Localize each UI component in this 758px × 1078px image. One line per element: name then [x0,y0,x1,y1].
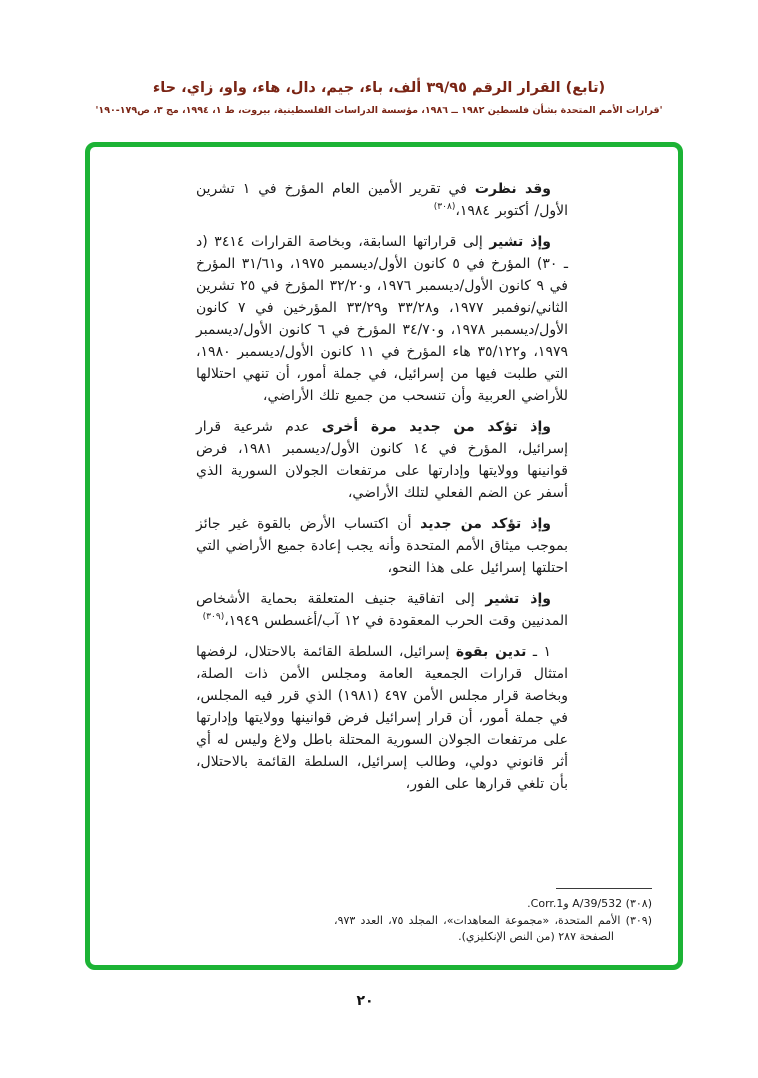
resolution-text [196,178,568,795]
preamble-paragraph-1 [196,178,568,222]
source-citation: 'قرارات الأمم المتحدة بشأن فلسطين ١٩٨٢ ــ ١٩٨٦، مؤسسة الدراسات الفلسطينية، بيروت، ط ١، ١٩٩٤، مج ٣، ص١٧٩-١٩٠' [95,105,663,116]
paragraph-lead: وإذ تشير [489,234,551,250]
paragraph-number: ١ ـ [532,644,551,660]
footnotes-section [334,888,652,946]
page-number: ٢٠ [356,993,374,1009]
footnote-308: (٣٠٨) A/39/532 وCorr.1. [527,897,652,910]
paragraph-text: إلى قراراتها السابقة، وبخاصة القرارات ٣٤١٤ (د ـ ٣٠) المؤرخ في ٥ كانون الأول/ديسمبر ١٩٧٥، و٣١/٦١ المؤرخ في ٩ كانون الأول/ديسمبر ١٩٧٦، و٣٢/٢٠ المؤرخ في ٢٥ تشرين الثاني/نوفمبر ١٩٧٧، و٣٣/٢٨ و٣٣/٢٩ المؤرخين في ٧ كانون الأول/ديسمبر ١٩٧٨، و٣٤/٧٠ المؤرخ في ٦ كانون الأول/ديسمبر ١٩٧٩، و٣٥/١٢٢ هاء المؤرخ في ١١ كانون الأول/ديسمبر ١٩٨٠، التي طلبت فيها من إسرائيل، في جملة أمور، أن تنهي احتلالها للأراضي العربية وأن تنسحب من جميع تلك الأراضي، [196,234,568,404]
paragraph-text: أن اكتساب الأرض بالقوة غير جائز بموجب ميثاق الأمم المتحدة وأنه يجب إعادة جميع الأراضي التي احتلتها إسرائيل على هذا النحو، [195,516,568,576]
footnote-separator [556,888,652,889]
paragraph-text: إسرائيل، السلطة القائمة بالاحتلال، لرفضها امتثال قرارات الجمعية العامة ومجلس الأمن ذات الصلة، وبخاصة قرار مجلس الأمن ٤٩٧ (١٩٨١) الذي قرر فيه المجلس، في جملة أمور، أن قرار إسرائيل فرض قوانينها وولايتها وإدارتها على مرتفعات الجولان السورية المحتلة باطل ولاغ وليس له أي أثر قانوني دولي، وطالب إسرائيل، السلطة القائمة بالاحتلال، بأن تلغي قرارها على الفور، [196,644,568,792]
operative-paragraph-1 [196,641,568,795]
resolution-frame [85,142,683,970]
preamble-paragraph-5 [196,588,568,632]
paragraph-lead: وإذ تؤكد من جديد [420,516,552,532]
preamble-paragraph-2 [196,231,568,407]
resolution-continuation-title: (تابع) القرار الرقم ٣٩/٩٥ ألف، باء، جيم، دال، هاء، واو، زاي، حاء [152,80,606,96]
footnote-marker-308: (٣٠٨) [433,202,456,212]
paragraph-text: إلى اتفاقية جنيف المتعلقة بحماية الأشخاص المدنيين وقت الحرب المعقودة في ١٢ آب/أغسطس ١٩٤٩، [196,591,568,629]
paragraph-lead: وإذ تؤكد من جديد مرة أخرى [321,419,551,435]
footnote-309: (٣٠٩) الأمم المتحدة، «مجموعة المعاهدات»، المجلد ٧٥، العدد ٩٧٣، الصفحة ٢٨٧ (من النص الإنكليزي). [334,913,652,943]
paragraph-text: عدم شرعية قرار إسرائيل، المؤرخ في ١٤ كانون الأول/ديسمبر ١٩٨١، فرض قوانينها وولايتها وإدارتها على مرتفعات الجولان السورية الذي أسفر عن الضم الفعلي لتلك الأراضي، [196,419,568,501]
paragraph-lead: وإذ تشير [485,591,551,607]
paragraph-text: في تقرير الأمين العام المؤرخ في ١ تشرين الأول/ أكتوبر ١٩٨٤، [196,181,568,219]
paragraph-lead: وقد نظرت [474,181,551,197]
footnote-marker-309: (٣٠٩) [202,612,225,622]
paragraph-lead: تدين بقوة [455,644,527,660]
preamble-paragraph-3 [196,416,568,504]
preamble-paragraph-4 [196,513,568,579]
